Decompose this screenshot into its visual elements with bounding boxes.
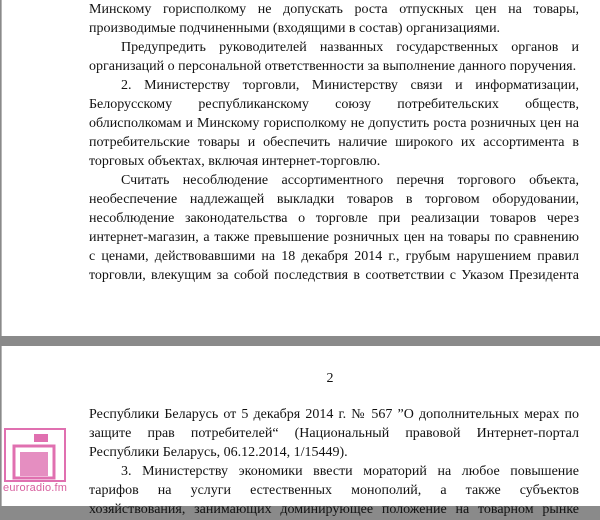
page2-line-6: хозяйствования, занимающих доминирующее положение на товарном рынке bbox=[89, 502, 579, 517]
page1-line-10: Считать несоблюдение ассортиментного перечня торгового объекта, bbox=[121, 173, 579, 188]
page1-line-14: с ценами, действовавшими на 18 декабря 2014 г., грубым нарушением правил bbox=[89, 249, 579, 264]
page1-line-3: Предупредить руководителей названных государственных органов и bbox=[121, 40, 579, 55]
page1-line-4: организаций о персональной ответственности за выполнение данного поручения. bbox=[89, 59, 577, 74]
page2-line-4: 3. Министерству экономики ввести мораторий на любое повышение bbox=[121, 464, 579, 479]
page-number: 2 bbox=[326, 371, 334, 386]
page1-line-12: несоблюдение законодательства о торговле при реализации товаров через bbox=[89, 211, 579, 226]
page1-line-7: облисполкомам и Минскому горисполкому не допустить роста розничных цен на bbox=[89, 116, 579, 131]
page2-line-3: Республики Беларусь, 06.12.2014, 1/15449). bbox=[89, 445, 348, 460]
page1-line-8: потребительские товары и обеспечить наличие широкого их ассортимента в bbox=[89, 135, 579, 150]
page2-line-5: тарифов на услуги естественных монополий, а также субъектов bbox=[89, 483, 579, 498]
page1-line-2: производимые подчиненными (входящими в состав) организациями. bbox=[89, 21, 501, 36]
page2-line-2: защите прав потребителей“ (Национальный правовой Интернет-портал bbox=[89, 426, 579, 441]
page1-line-11: необеспечение надлежащей выкладки товаров в торговом оборудовании, bbox=[89, 192, 579, 207]
watermark-text: euroradio.fm bbox=[3, 482, 68, 494]
page1-line-1: Минскому горисполкому не допускать роста отпускных цен на товары, bbox=[89, 2, 579, 17]
page1-line-6: Белорусскому республиканскому союзу потребительских обществ, bbox=[89, 97, 579, 112]
page2-line-1: Республики Беларусь от 5 декабря 2014 г. № 567 ”О дополнительных мерах по bbox=[89, 407, 579, 422]
euroradio-logo-icon bbox=[4, 428, 66, 482]
page1-line-15: торговли, влекущим за собой последствия в соответствии с Указом Президента bbox=[89, 268, 579, 283]
page1-line-13: интернет-магазин, а также превышение розничных цен на товары по сравнению bbox=[89, 230, 579, 245]
page1-line-5: 2. Министерству торговли, Министерству связи и информатизации, bbox=[121, 78, 579, 93]
page1-line-9: торговых объектах, включая интернет-торговлю. bbox=[89, 154, 381, 169]
